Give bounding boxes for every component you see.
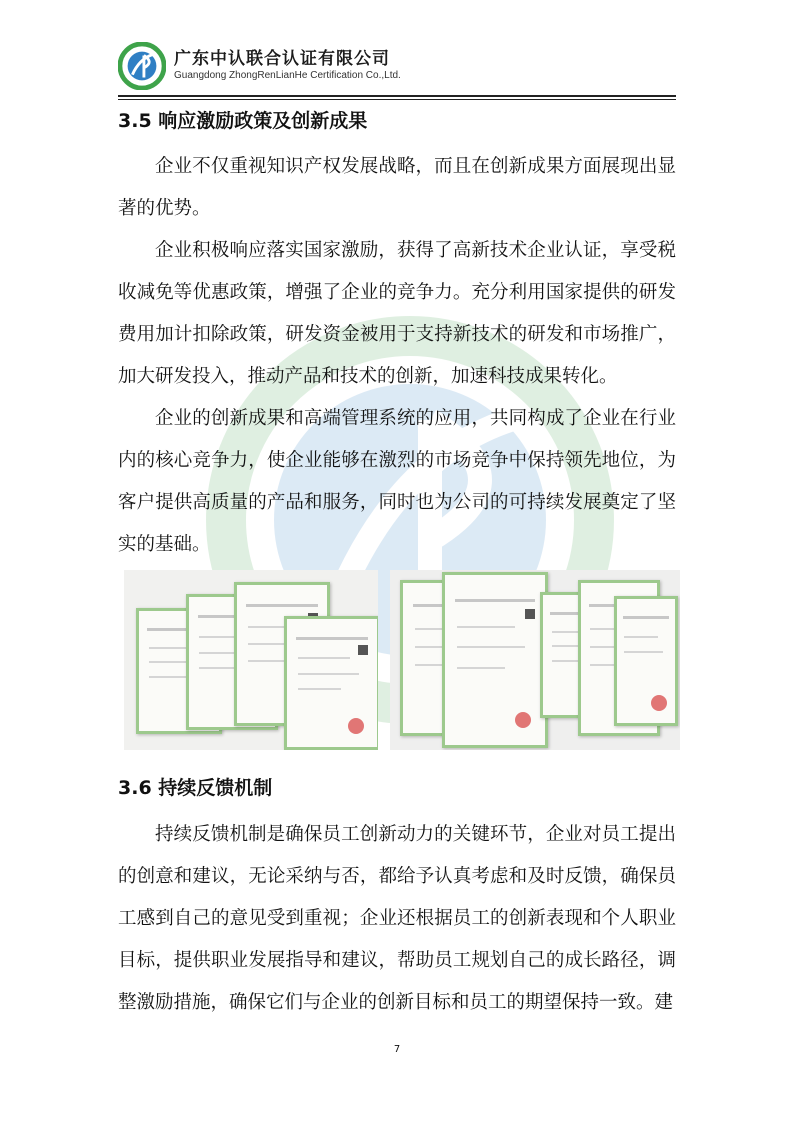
header-divider <box>118 95 676 97</box>
page-header <box>118 38 678 96</box>
company-name-cn: 广东中认联合认证有限公司 <box>174 49 390 69</box>
paragraph: 企业不仅重视知识产权发展战略，而且在创新成果方面展现出显著的优势。 <box>118 156 676 219</box>
certificate <box>614 596 678 726</box>
page-number: 7 <box>393 1044 401 1055</box>
paragraph: 企业积极响应落实国家激励，获得了高新技术企业认证，享受税收减免等优惠政策，增强了企业的竞争力。充分利用国家提供的研发费用加计扣除政策，研发资金被用于支持新技术的研发和市场推广，加大研发投入，推动产品和技术的创新，加速科技成果转化。 <box>118 240 676 387</box>
certificate <box>284 616 378 750</box>
header-divider-thin <box>118 99 676 100</box>
section-heading-3-5: 3.5 响应激励政策及创新成果 <box>118 110 368 132</box>
patent-certificates-photo-left <box>124 570 378 750</box>
patent-certificates-photo-right <box>390 570 680 750</box>
paragraph: 企业的创新成果和高端管理系统的应用，共同构成了企业在行业内的核心竞争力，使企业能够在激烈的市场竞争中保持领先地位，为客户提供高质量的产品和服务，同时也为公司的可持续发展奠定了坚实的基础。 <box>118 408 676 555</box>
paragraph: 持续反馈机制是确保员工创新动力的关键环节，企业对员工提出的创意和建议，无论采纳与否，都给予认真考虑和及时反馈，确保员工感到自己的意见受到重视；企业还根据员工的创新表现和个人职业目标，提供职业发展指导和建议，帮助员工规划自己的成长路径，调整激励措施，确保它们与企业的创新目标和员工的期望保持一致。建 <box>118 824 676 1013</box>
certificate <box>442 572 548 748</box>
company-name-en: Guangdong ZhongRenLianHe Certification Co.,Ltd. <box>174 70 401 81</box>
company-logo <box>118 42 166 90</box>
section-heading-3-6: 3.6 持续反馈机制 <box>118 777 273 799</box>
